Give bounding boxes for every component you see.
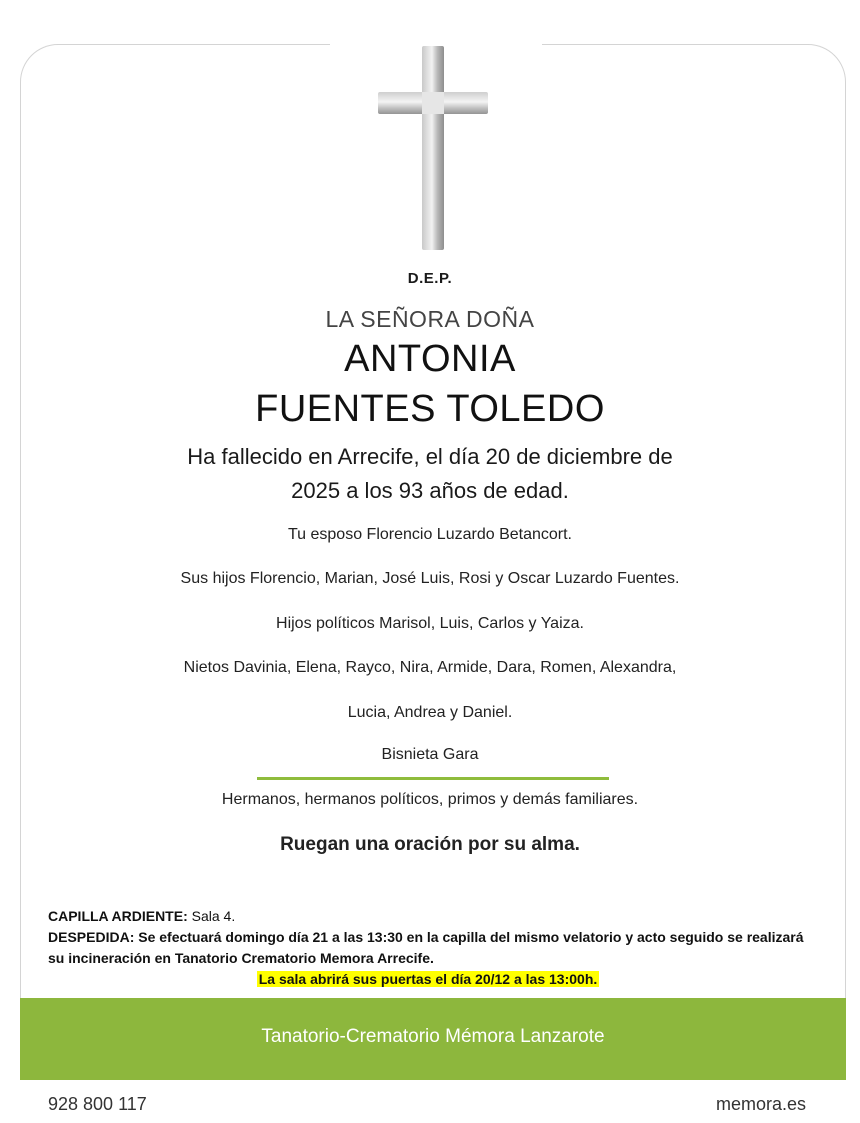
cross-icon (376, 44, 490, 252)
phone-number: 928 800 117 (48, 1094, 147, 1114)
family-children: Sus hijos Florencio, Marian, José Luis, Rosi y Oscar Luzardo Fuentes. (180, 570, 680, 587)
family-spouse: Tu esposo Florencio Luzardo Betancort. (287, 526, 572, 543)
prayer-text: Ruegan una oración por su alma. (280, 834, 580, 855)
deceased-title: LA SEÑORA DOÑA (325, 306, 535, 332)
announcement-line-1: Ha fallecido en Arrecife, el día 20 de diciembre de (187, 444, 673, 469)
dep-heading: D.E.P. (407, 270, 453, 287)
family-great-grandchild: Bisnieta Gara (381, 746, 479, 763)
service-details (48, 906, 808, 990)
opening-note: La sala abrirá sus puertas el día 20/12 a las 13:00h. (258, 971, 598, 987)
announcement-line-2: 2025 a los 93 años de edad. (291, 478, 569, 503)
green-divider (257, 777, 609, 780)
website-link[interactable]: memora.es (715, 1094, 806, 1114)
deceased-surnames: FUENTES TOLEDO (255, 388, 605, 430)
family-in-laws: Hijos políticos Marisol, Luis, Carlos y Yaiza. (276, 615, 584, 632)
chapel-value: Sala 4. (187, 908, 236, 924)
chapel-label: CAPILLA ARDIENTE: (48, 908, 188, 924)
chapel-line (48, 906, 808, 927)
family-grandchildren-2: Lucia, Andrea y Daniel. (347, 704, 513, 721)
footer-band (20, 998, 846, 1080)
farewell-value: : Se efectuará domingo día 21 a las 13:30 en la capilla del mismo velatorio y acto seguido se realizará su incineración en Tanatorio Crematorio Memora Arrecife. (48, 929, 804, 966)
family-grandchildren-1: Nietos Davinia, Elena, Rayco, Nira, Armide, Dara, Romen, Alexandra, (183, 659, 677, 676)
farewell-line (48, 927, 808, 969)
opening-note-row (48, 969, 808, 990)
farewell-label: DESPEDIDA (48, 929, 130, 945)
family-siblings: Hermanos, hermanos políticos, primos y demás familiares. (221, 791, 639, 808)
deceased-first-name: ANTONIA (344, 338, 516, 380)
funeral-home-name: Tanatorio-Crematorio Mémora Lanzarote (261, 1026, 605, 1047)
